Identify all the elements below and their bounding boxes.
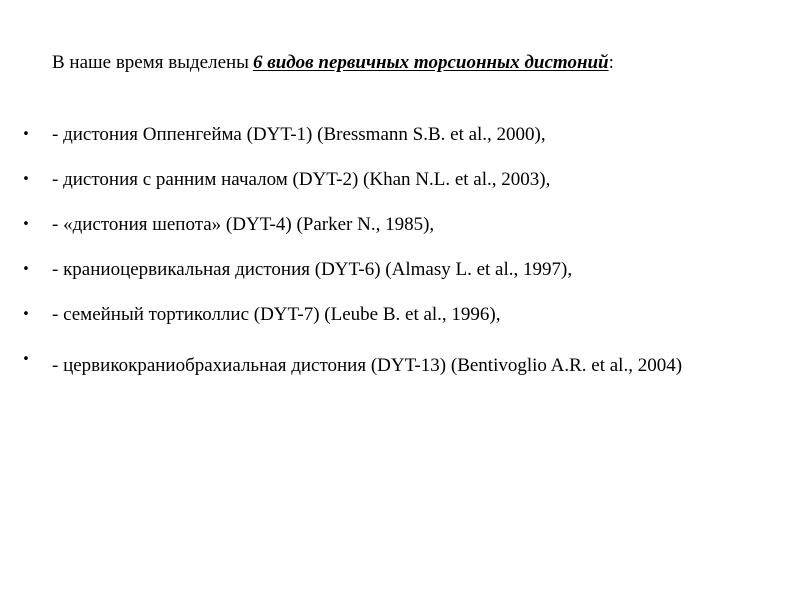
- list-item-text: - краниоцервикальная дистония (DYT-6) (Almasy L. et al., 1997),: [52, 259, 573, 280]
- list-item-text: - семейный тортиколлис (DYT-7) (Leube B. et al., 1996),: [52, 304, 501, 325]
- list-item-text: - «дистония шепота» (DYT-4) (Parker N., 1985),: [52, 214, 435, 235]
- bullet-icon: •: [22, 352, 30, 367]
- intro-paragraph: [52, 50, 782, 76]
- bullet-icon: •: [22, 307, 30, 322]
- list-item: [0, 347, 770, 385]
- list-item: [0, 122, 770, 148]
- list-item-text: - дистония с ранним началом (DYT-2) (Khan N.L. et al., 2003),: [52, 169, 551, 190]
- list-item-text: - дистония Оппенгейма (DYT-1) (Bressmann S.B. et al., 2000),: [52, 124, 546, 145]
- list-item-text: - цервикокраниобрахиальная дистония (DYT-13) (Bentivoglio A.R. et al., 2004): [52, 355, 683, 376]
- list-item: [0, 167, 770, 193]
- intro-prefix: В наше время выделены: [52, 52, 249, 73]
- list-item: [0, 302, 770, 328]
- list-item: [0, 257, 770, 283]
- bullet-icon: •: [22, 217, 30, 232]
- bullet-icon: •: [22, 172, 30, 187]
- intro-emphasis: 6 видов первичных торсионных дистоний: [252, 52, 609, 73]
- bullet-icon: •: [22, 127, 30, 142]
- list-item: [0, 212, 770, 238]
- bullet-icon: •: [22, 262, 30, 277]
- intro-suffix: :: [608, 52, 614, 73]
- dystonia-list: [0, 122, 800, 404]
